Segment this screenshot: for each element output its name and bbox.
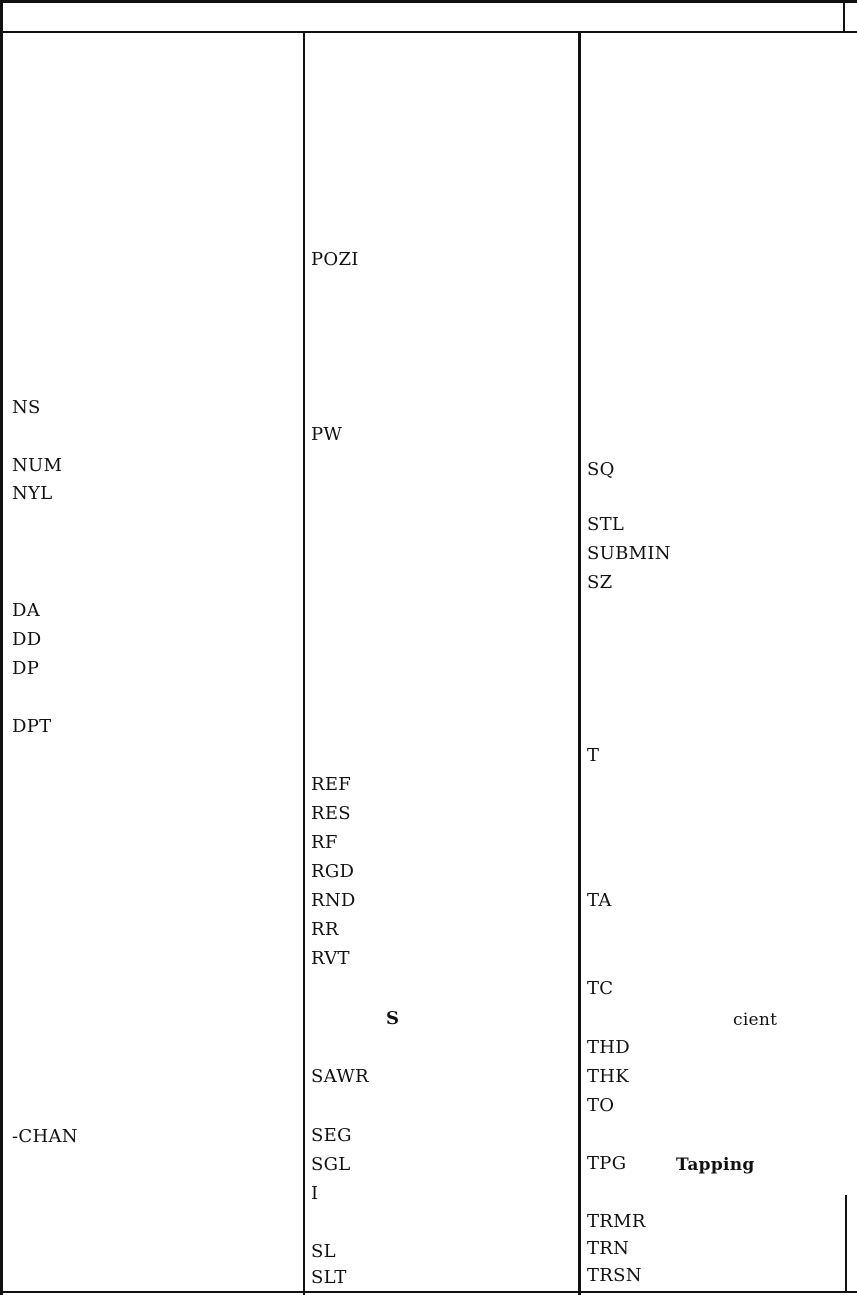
abbrev-cell: TA: [587, 890, 612, 911]
abbrev-cell: STL: [587, 514, 625, 535]
column-divider-1: [303, 31, 305, 1295]
abbrev-cell: SEG: [311, 1125, 352, 1146]
abbrev-cell: PW: [311, 424, 343, 445]
abbrev-cell: T: [587, 745, 600, 766]
abbrev-cell: SL: [311, 1241, 336, 1262]
table-bottom-border: [0, 1291, 857, 1293]
description-fragment: cient: [733, 1010, 778, 1030]
abbrev-cell: TPG: [587, 1153, 627, 1174]
abbrev-cell: DP: [12, 658, 40, 679]
abbrev-cell: S: [386, 1008, 400, 1029]
header-right-border: [843, 0, 845, 33]
table-right-border: [845, 1195, 847, 1291]
abbrev-cell: RF: [311, 832, 338, 853]
abbrev-cell: SQ: [587, 459, 615, 480]
abbrev-cell: REF: [311, 774, 352, 795]
description-fragment: Tapping: [676, 1155, 755, 1175]
abbrev-cell: NS: [12, 397, 41, 418]
abbrev-cell: SAWR: [311, 1066, 369, 1087]
table-top-border: [0, 0, 857, 3]
abbrev-cell: DD: [12, 629, 42, 650]
abbrev-cell: NYL: [12, 483, 53, 504]
abbrev-cell: TC: [587, 978, 614, 999]
table-left-border: [0, 0, 3, 1295]
abbrev-cell: TO: [587, 1095, 615, 1116]
abbrev-cell: RES: [311, 803, 351, 824]
header-rule: [0, 31, 857, 33]
abbrev-cell: SGL: [311, 1154, 351, 1175]
column-divider-2: [578, 31, 581, 1295]
abbrev-cell: SUBMIN: [587, 543, 671, 564]
abbrev-cell: DA: [12, 600, 41, 621]
abbrev-cell: THK: [587, 1066, 630, 1087]
abbrev-cell: NUM: [12, 455, 63, 476]
abbrev-cell: THD: [587, 1037, 631, 1058]
abbrev-cell: I: [311, 1183, 319, 1204]
abbrev-cell: POZI: [311, 249, 359, 270]
abbrev-cell: RGD: [311, 861, 355, 882]
abbrev-cell: -CHAN: [12, 1126, 78, 1147]
abbrev-cell: RND: [311, 890, 356, 911]
abbrev-cell: DPT: [12, 716, 52, 737]
abbrev-cell: TRSN: [587, 1265, 642, 1286]
abbrev-cell: SZ: [587, 572, 613, 593]
abbrev-cell: RVT: [311, 948, 350, 969]
abbrev-cell: TRMR: [587, 1211, 646, 1232]
abbrev-cell: SLT: [311, 1267, 347, 1288]
abbrev-cell: RR: [311, 919, 339, 940]
abbrev-cell: TRN: [587, 1238, 630, 1259]
